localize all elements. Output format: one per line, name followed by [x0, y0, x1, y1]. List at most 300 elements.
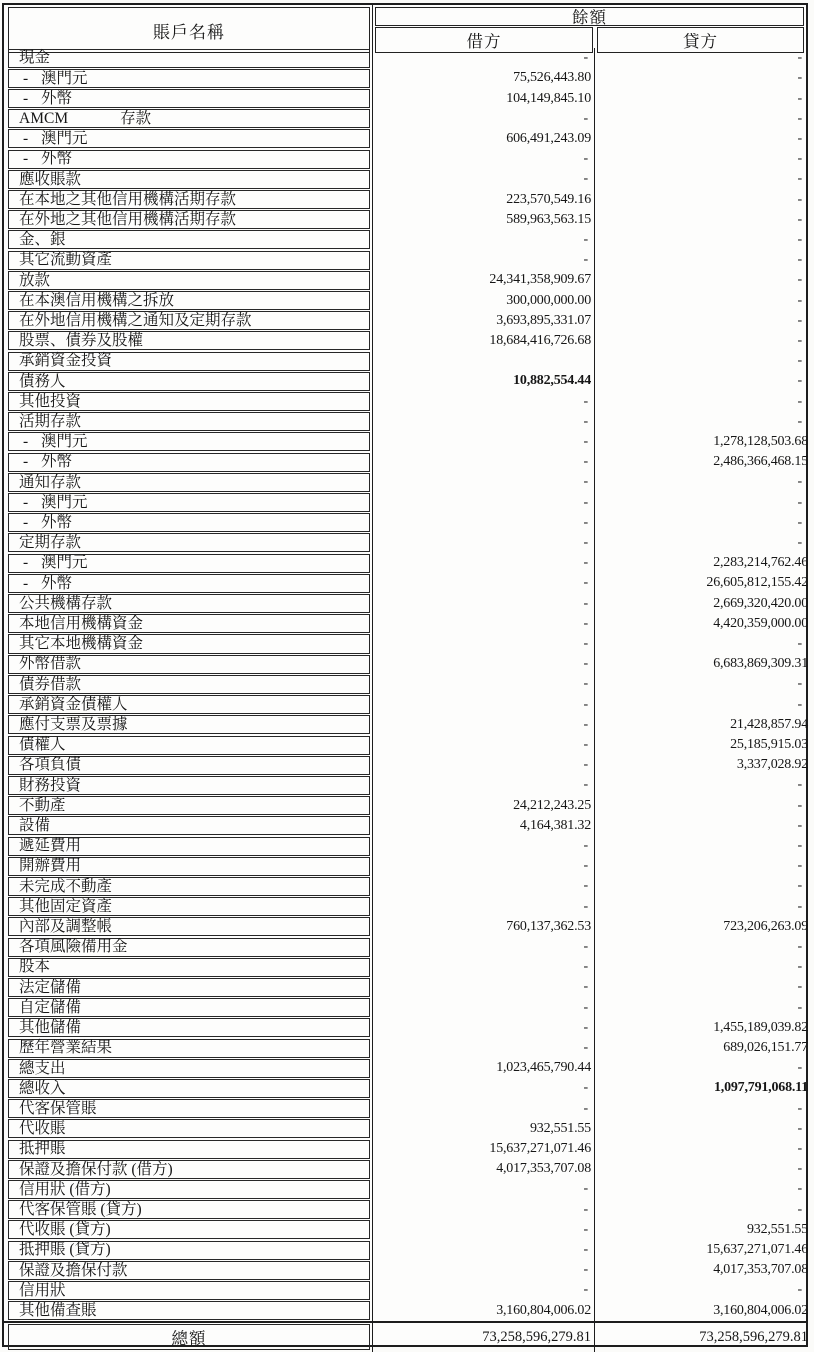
table-row [4, 593, 806, 613]
account-name-label: 代客保管賬 (貸方) [8, 1200, 370, 1219]
debit-value-cell: - [372, 513, 594, 533]
account-name-cell [4, 48, 372, 68]
table-row [4, 856, 806, 876]
account-name-cell [4, 270, 372, 290]
credit-value-cell: - [594, 230, 810, 250]
account-name-cell [4, 391, 372, 411]
credit-value-cell: - [594, 351, 810, 371]
account-name-cell [4, 593, 372, 613]
account-name-cell [4, 634, 372, 654]
credit-value-cell: - [594, 311, 810, 331]
account-name-cell [4, 331, 372, 351]
debit-value-cell: 606,491,243.09 [372, 129, 594, 149]
account-name-label: 債券借款 [8, 675, 370, 694]
credit-value-cell: - [594, 371, 810, 391]
table-row [4, 553, 806, 573]
account-name-cell [4, 513, 372, 533]
debit-value-cell: - [372, 695, 594, 715]
credit-value-cell: - [594, 957, 810, 977]
table-row [4, 412, 806, 432]
credit-value-cell: - [594, 492, 810, 512]
credit-value-cell: - [594, 412, 810, 432]
credit-value-cell: 689,026,151.77 [594, 1038, 810, 1058]
debit-value-cell: - [372, 391, 594, 411]
debit-value-cell: - [372, 169, 594, 189]
debit-value-cell: - [372, 593, 594, 613]
table-row [4, 1139, 806, 1159]
table-row [4, 775, 806, 795]
sub-item-dash: - [23, 493, 29, 511]
table-row [4, 715, 806, 735]
account-name-label: 承銷資金債權人 [8, 695, 370, 714]
table-row [4, 48, 806, 68]
account-name-label: 在本地之其他信用機構活期存款 [8, 190, 370, 209]
credit-value-cell: - [594, 513, 810, 533]
table-row [4, 614, 806, 634]
credit-value-cell: - [594, 189, 810, 209]
credit-value-cell: - [594, 836, 810, 856]
credit-value-cell: 6,683,869,309.31 [594, 654, 810, 674]
account-name-cell [4, 836, 372, 856]
account-name-label: 其它本地機構資金 [8, 634, 370, 653]
credit-value-cell: - [594, 109, 810, 129]
account-name-label: 抵押賬 [8, 1140, 370, 1159]
account-name-label: 在本澳信用機構之拆放 [8, 291, 370, 310]
credit-value-cell: 4,017,353,707.08 [594, 1260, 810, 1280]
table-row [4, 917, 806, 937]
table-row [4, 1179, 806, 1199]
account-name-cell [4, 68, 372, 88]
account-name-cell [4, 1260, 372, 1280]
account-name-label: 其他固定資產 [8, 897, 370, 916]
table-row [4, 1260, 806, 1280]
credit-value-cell: - [594, 68, 810, 88]
debit-value-cell: - [372, 472, 594, 492]
account-name-cell [4, 129, 372, 149]
account-name-cell [4, 1301, 372, 1321]
account-name-label: - 外幣 [8, 513, 370, 532]
account-name-cell [4, 654, 372, 674]
debit-value-cell: 15,637,271,071.46 [372, 1139, 594, 1159]
credit-value-cell: - [594, 129, 810, 149]
table-row [4, 250, 806, 270]
debit-value-cell: 10,882,554.44 [372, 371, 594, 391]
table-row [4, 634, 806, 654]
debit-value-cell: - [372, 715, 594, 735]
account-name-label: AMCM 存款 [8, 109, 370, 128]
table-row [4, 1058, 806, 1078]
debit-value-cell: - [372, 1200, 594, 1220]
credit-value-cell: 25,185,915.03 [594, 735, 810, 755]
account-name-cell [4, 957, 372, 977]
account-name-cell [4, 1058, 372, 1078]
debit-value-cell: 300,000,000.00 [372, 290, 594, 310]
account-name-cell [4, 109, 372, 129]
account-name-cell [4, 937, 372, 957]
debit-value-cell: - [372, 1179, 594, 1199]
sub-item-dash: - [23, 433, 29, 451]
table-row [4, 957, 806, 977]
account-name-label: 保證及擔保付款 [8, 1261, 370, 1280]
credit-value-cell: 2,283,214,762.46 [594, 553, 810, 573]
debit-value-cell: 24,341,358,909.67 [372, 270, 594, 290]
account-name-cell [4, 189, 372, 209]
table-row [4, 836, 806, 856]
debit-value-cell: - [372, 230, 594, 250]
account-name-label: 債務人 [8, 372, 370, 391]
table-row [4, 230, 806, 250]
account-name-cell [4, 553, 372, 573]
account-name-label: 財務投資 [8, 776, 370, 795]
account-name-cell [4, 816, 372, 836]
account-name-cell [4, 876, 372, 896]
account-name-cell [4, 1078, 372, 1098]
table-row [4, 735, 806, 755]
account-name-cell [4, 917, 372, 937]
debit-value-cell: 4,017,353,707.08 [372, 1159, 594, 1179]
account-name-cell [4, 230, 372, 250]
credit-value-cell: 1,455,189,039.82 [594, 1018, 810, 1038]
credit-value-cell: - [594, 1280, 810, 1300]
table-row [4, 573, 806, 593]
account-name-label: 其他儲備 [8, 1018, 370, 1037]
account-name-label: 應收賬款 [8, 170, 370, 189]
debit-value-cell: - [372, 654, 594, 674]
credit-value-cell: - [594, 1099, 810, 1119]
sub-item-dash: - [23, 453, 29, 471]
account-name-label: 債權人 [8, 736, 370, 755]
table-row [4, 472, 806, 492]
account-name-label: 股票、債券及股權 [8, 331, 370, 350]
table-row [4, 270, 806, 290]
sub-item-dash: - [23, 554, 29, 572]
balance-header-label: 餘額 [375, 7, 804, 27]
account-name-label: 其他投資 [8, 392, 370, 411]
account-name-cell [4, 755, 372, 775]
credit-value-cell: - [594, 816, 810, 836]
account-name-cell [4, 1119, 372, 1139]
account-name-cell [4, 1179, 372, 1199]
total-label-cell [4, 1323, 372, 1352]
credit-value-cell: - [594, 472, 810, 492]
account-name-cell [4, 573, 372, 593]
account-name-label: 放款 [8, 271, 370, 290]
debit-value-cell: - [372, 492, 594, 512]
table-row [4, 1240, 806, 1260]
table-row [4, 1280, 806, 1300]
account-name-cell [4, 977, 372, 997]
sub-item-dash: - [23, 130, 29, 148]
credit-value-cell: 1,278,128,503.68 [594, 432, 810, 452]
credit-value-cell: - [594, 897, 810, 917]
debit-value-cell: 18,684,416,726.68 [372, 331, 594, 351]
table-row [4, 1200, 806, 1220]
table-row [4, 1099, 806, 1119]
account-name-label: 本地信用機構資金 [8, 614, 370, 633]
sub-item-dash: - [23, 514, 29, 532]
account-name-label: - 外幣 [8, 453, 370, 472]
account-name-label: 未完成不動產 [8, 877, 370, 896]
credit-value-cell: - [594, 250, 810, 270]
debit-value-cell: 24,212,243.25 [372, 796, 594, 816]
account-name-label: 信用狀 [8, 1281, 370, 1300]
debit-value-cell: 3,160,804,006.02 [372, 1301, 594, 1321]
table-row [4, 351, 806, 371]
account-name-label: 歷年營業結果 [8, 1039, 370, 1058]
debit-value-cell: - [372, 1220, 594, 1240]
credit-value-cell: - [594, 695, 810, 715]
table-row [4, 169, 806, 189]
account-name-cell [4, 1200, 372, 1220]
credit-value-cell: - [594, 634, 810, 654]
debit-value-cell: - [372, 735, 594, 755]
account-name-cell [4, 715, 372, 735]
account-name-label: 不動產 [8, 796, 370, 815]
account-name-cell [4, 311, 372, 331]
debit-value-cell: - [372, 1078, 594, 1098]
table-header [4, 5, 806, 51]
account-name-cell [4, 998, 372, 1018]
account-name-label: 在外地信用機構之通知及定期存款 [8, 311, 370, 330]
account-name-cell [4, 250, 372, 270]
table-row [4, 897, 806, 917]
account-name-label: 活期存款 [8, 412, 370, 431]
debit-value-cell: 3,693,895,331.07 [372, 311, 594, 331]
credit-value-cell: - [594, 1179, 810, 1199]
credit-value-cell: - [594, 1139, 810, 1159]
debit-value-cell: - [372, 452, 594, 472]
account-name-cell [4, 412, 372, 432]
account-name-label: 應付支票及票據 [8, 715, 370, 734]
table-row [4, 391, 806, 411]
debit-value-cell: - [372, 937, 594, 957]
table-row [4, 189, 806, 209]
credit-value-cell: 723,206,263.09 [594, 917, 810, 937]
trial-balance-table [2, 3, 808, 1347]
credit-value-cell: 1,097,791,068.11 [594, 1078, 810, 1098]
account-name-cell [4, 897, 372, 917]
debit-value-cell: - [372, 1280, 594, 1300]
debit-value-cell: - [372, 755, 594, 775]
debit-value-cell: - [372, 1038, 594, 1058]
table-row [4, 876, 806, 896]
debit-value-cell [372, 351, 594, 371]
debit-value-cell: - [372, 149, 594, 169]
account-name-cell [4, 1220, 372, 1240]
balance-header-cell [373, 5, 806, 26]
account-name-label: 各項負債 [8, 756, 370, 775]
table-row [4, 755, 806, 775]
table-row [4, 1018, 806, 1038]
account-name-label: - 澳門元 [8, 129, 370, 148]
debit-value-cell: - [372, 1240, 594, 1260]
sub-item-dash: - [23, 574, 29, 592]
account-name-cell [4, 1099, 372, 1119]
account-name-cell [4, 149, 372, 169]
account-name-label: - 澳門元 [8, 69, 370, 88]
credit-value-cell: 4,420,359,000.00 [594, 614, 810, 634]
debit-value-cell: 760,137,362.53 [372, 917, 594, 937]
debit-value-cell: 4,164,381.32 [372, 816, 594, 836]
table-row [4, 331, 806, 351]
sub-item-dash: - [23, 150, 29, 168]
debit-value-cell: - [372, 957, 594, 977]
account-name-label: 現金 [8, 49, 370, 68]
credit-value-cell: - [594, 210, 810, 230]
total-debit-value: 73,258,596,279.81 [372, 1323, 594, 1352]
credit-value-cell: 3,337,028.92 [594, 755, 810, 775]
table-row [4, 1119, 806, 1139]
account-name-cell [4, 88, 372, 108]
table-row [4, 432, 806, 452]
account-name-label: 法定儲備 [8, 978, 370, 997]
table-row [4, 1159, 806, 1179]
account-name-label: 自定儲備 [8, 998, 370, 1017]
account-name-label: 遞延費用 [8, 837, 370, 856]
debit-value-cell: - [372, 1018, 594, 1038]
table-row [4, 68, 806, 88]
table-body [4, 48, 806, 1321]
account-name-label: 保證及擔保付款 (借方) [8, 1160, 370, 1179]
table-row [4, 109, 806, 129]
account-name-label: 總支出 [8, 1059, 370, 1078]
debit-value-cell: - [372, 432, 594, 452]
account-name-cell [4, 775, 372, 795]
account-name-cell [4, 735, 372, 755]
table-row [4, 88, 806, 108]
credit-value-cell: - [594, 391, 810, 411]
debit-value-cell: 104,149,845.10 [372, 88, 594, 108]
credit-value-cell: 3,160,804,006.02 [594, 1301, 810, 1321]
account-name-cell [4, 1018, 372, 1038]
credit-value-cell: - [594, 1200, 810, 1220]
table-row [4, 816, 806, 836]
account-name-cell [4, 1280, 372, 1300]
account-name-cell [4, 290, 372, 310]
table-row [4, 674, 806, 694]
account-name-label: 設備 [8, 816, 370, 835]
account-name-cell [4, 1038, 372, 1058]
credit-value-cell: - [594, 775, 810, 795]
table-row [4, 290, 806, 310]
credit-value-cell: - [594, 331, 810, 351]
credit-value-cell: 21,428,857.94 [594, 715, 810, 735]
account-name-label: - 外幣 [8, 89, 370, 108]
debit-value-cell: 223,570,549.16 [372, 189, 594, 209]
table-row [4, 1038, 806, 1058]
credit-value-cell: - [594, 270, 810, 290]
account-name-label: 金、銀 [8, 230, 370, 249]
sub-item-dash: - [23, 89, 29, 107]
table-row [4, 977, 806, 997]
table-row [4, 533, 806, 553]
credit-value-cell: - [594, 290, 810, 310]
account-name-label: 定期存款 [8, 533, 370, 552]
credit-value-cell: 2,486,366,468.15 [594, 452, 810, 472]
table-row [4, 1301, 806, 1321]
account-name-label: - 澳門元 [8, 432, 370, 451]
account-name-label: 各項風險備用金 [8, 938, 370, 957]
account-name-cell [4, 1159, 372, 1179]
account-name-header-label: 賬戶名稱 [8, 7, 370, 53]
total-row [4, 1321, 806, 1352]
credit-value-cell: - [594, 1119, 810, 1139]
table-row [4, 998, 806, 1018]
credit-value-cell: - [594, 674, 810, 694]
credit-value-cell: - [594, 796, 810, 816]
account-name-label: 代收賬 (貸方) [8, 1220, 370, 1239]
debit-value-cell: - [372, 856, 594, 876]
table-row [4, 129, 806, 149]
table-row [4, 796, 806, 816]
account-name-cell [4, 1139, 372, 1159]
debit-value-cell: - [372, 412, 594, 432]
debit-value-cell: - [372, 674, 594, 694]
table-row [4, 937, 806, 957]
account-name-cell [4, 452, 372, 472]
table-row [4, 513, 806, 533]
account-name-label: 股本 [8, 958, 370, 977]
debit-value-cell: - [372, 553, 594, 573]
credit-value-cell: - [594, 169, 810, 189]
debit-value-cell: - [372, 998, 594, 1018]
account-name-cell [4, 210, 372, 230]
debit-value-cell: - [372, 573, 594, 593]
sub-item-dash: - [23, 69, 29, 87]
table-row [4, 311, 806, 331]
table-row [4, 492, 806, 512]
account-name-label: 內部及調整帳 [8, 917, 370, 936]
table-row [4, 1220, 806, 1240]
debit-value-cell: 75,526,443.80 [372, 68, 594, 88]
account-name-label: - 澳門元 [8, 554, 370, 573]
account-name-cell [4, 1240, 372, 1260]
credit-value-cell: - [594, 533, 810, 553]
account-name-cell [4, 533, 372, 553]
credit-value-cell: 2,669,320,420.00 [594, 593, 810, 613]
account-name-cell [4, 371, 372, 391]
account-name-cell [4, 614, 372, 634]
debit-value-cell: - [372, 634, 594, 654]
account-name-cell [4, 674, 372, 694]
credit-header-label: 貸方 [597, 27, 804, 53]
debit-value-cell: - [372, 48, 594, 68]
table-row [4, 452, 806, 472]
total-label: 總額 [8, 1324, 370, 1350]
debit-value-cell: 932,551.55 [372, 1119, 594, 1139]
debit-value-cell: - [372, 1099, 594, 1119]
debit-value-cell: - [372, 775, 594, 795]
debit-value-cell: - [372, 250, 594, 270]
debit-value-cell: - [372, 977, 594, 997]
debit-value-cell: - [372, 897, 594, 917]
credit-value-cell: 15,637,271,071.46 [594, 1240, 810, 1260]
credit-value-cell: - [594, 937, 810, 957]
table-row [4, 210, 806, 230]
debit-value-cell: - [372, 109, 594, 129]
account-name-label: 外幣借款 [8, 655, 370, 674]
debit-value-cell: 1,023,465,790.44 [372, 1058, 594, 1078]
account-name-label: 開辦費用 [8, 857, 370, 876]
debit-value-cell: - [372, 1260, 594, 1280]
credit-value-cell: - [594, 1159, 810, 1179]
account-name-cell [4, 695, 372, 715]
account-name-cell [4, 492, 372, 512]
credit-value-cell: - [594, 48, 810, 68]
table-row [4, 695, 806, 715]
account-name-label: 在外地之其他信用機構活期存款 [8, 210, 370, 229]
total-credit-value: 73,258,596,279.81 [594, 1323, 810, 1352]
